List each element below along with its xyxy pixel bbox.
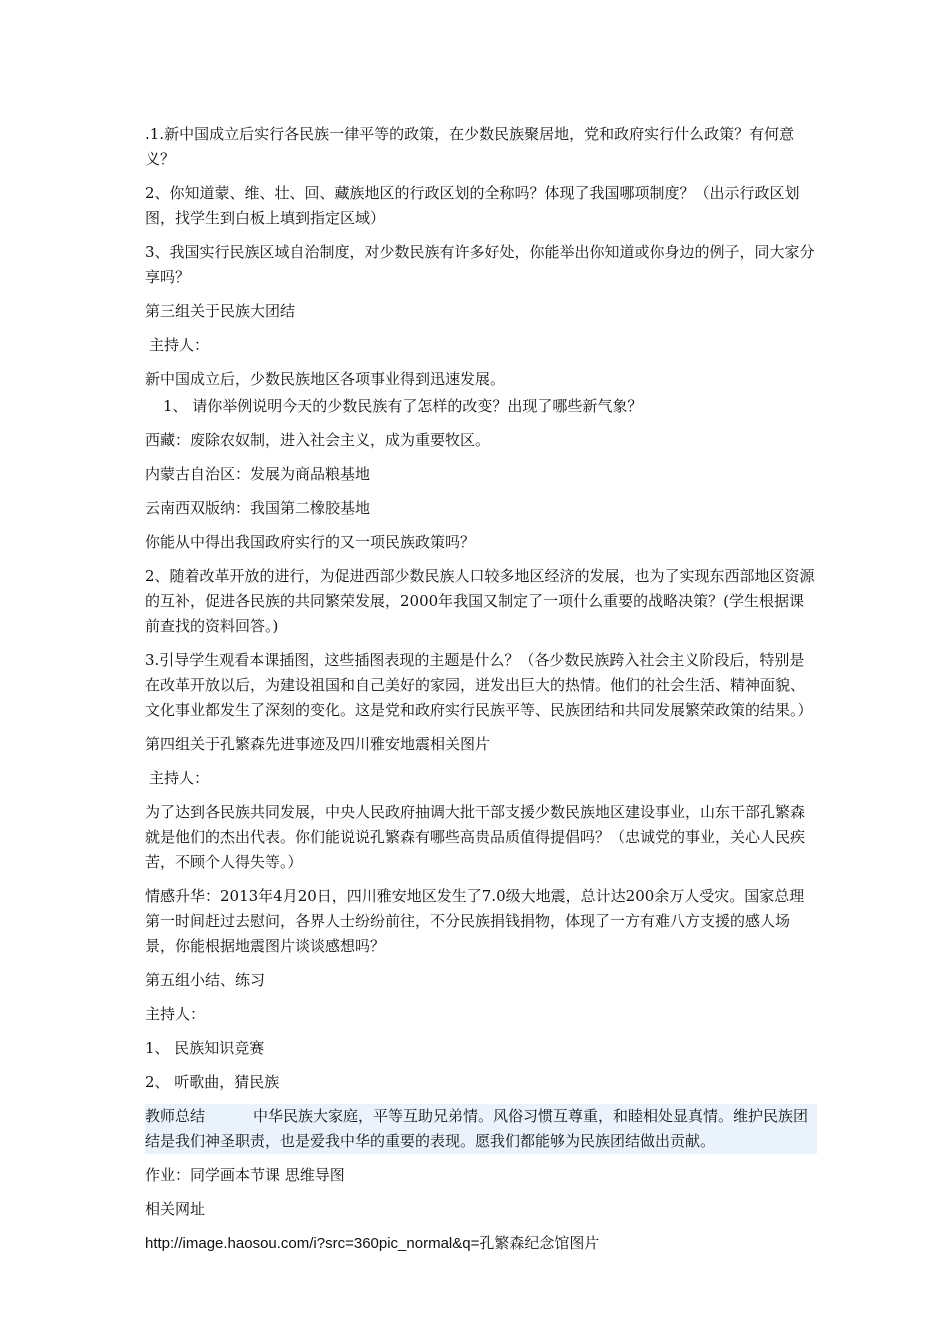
group4-emotion: 情感升华：2013年4月20日，四川雅安地区发生了7.0级大地震，总计达200余万人受灾。国家总理第一时间赶过去慰问，各界人士纷纷前往，不分民族捐钱捐物，体现了一方有难八方支援的感人场景，你能根据地震图片谈谈感想吗？ [145,887,805,955]
group3-xizang: 西藏：废除农奴制，进入社会主义，成为重要牧区。 [145,431,491,449]
summary-label: 教师总结 [145,1107,206,1125]
group5-host: 主持人： [145,1005,206,1023]
group5-item-1: 1、 民族知识竞赛 [145,1039,265,1057]
group4-host: 主持人： [149,769,210,787]
document-page [145,122,817,1265]
question-1: .1.新中国成立后实行各民族一律平等的政策，在少数民族聚居地，党和政府实行什么政策？有何意义？ [145,125,795,168]
group4-text: 为了达到各民族共同发展，中央人民政府抽调大批干部支援少数民族地区建设事业，山东干部孔繁森就是他们的杰出代表。你们能说说孔繁森有哪些高贵品质值得提倡吗？（忠诚党的事业，关心人民疾苦，不顾个人得失等。） [145,803,806,871]
group3-intro: 新中国成立后，少数民族地区各项事业得到迅速发展。 [145,370,506,388]
group3-neimenggu: 内蒙古自治区：发展为商品粮基地 [145,465,371,483]
group5-title: 第五组小结、练习 [145,971,266,989]
related-url: http://image.haosou.com/i?src=360pic_normal&q=孔繁森纪念馆图片 [145,1235,600,1252]
group5-item-2: 2、 听歌曲，猜民族 [145,1073,280,1091]
group3-host: 主持人： [149,336,210,354]
homework: 作业：同学画本节课 思维导图 [145,1166,345,1184]
group3-question-1: 1、 请你举例说明今天的少数民族有了怎样的改变？出现了哪些新气象？ [163,397,643,415]
group3-title: 第三组关于民族大团结 [145,302,296,320]
summary-text: 中华民族大家庭，平等互助兄弟情。风俗习惯互尊重，和睦相处显真情。维护民族团结是我们神圣职责，也是爱我中华的重要的表现。愿我们都能够为民族团结做出贡献。 [145,1107,809,1150]
question-3: 3、我国实行民族区域自治制度，对少数民族有许多好处，你能举出你知道或你身边的例子，同大家分享吗？ [145,243,815,286]
group3-policy-question: 你能从中得出我国政府实行的又一项民族政策吗？ [145,533,476,551]
group3-yunnan: 云南西双版纳：我国第二橡胶基地 [145,499,371,517]
teacher-summary [145,1104,817,1154]
group3-question-3: 3.引导学生观看本课插图，这些插图表现的主题是什么？（各少数民族跨入社会主义阶段后，特别是在改革开放以后，为建设祖国和自己美好的家园，迸发出巨大的热情。他们的社会生活、精神面貌、文化事业都发生了深刻的变化。这是党和政府实行民族平等、民族团结和共同发展繁荣政策的结果。） [145,651,813,719]
group3-question-2: 2、随着改革开放的进行，为促进西部少数民族人口较多地区经济的发展，也为了实现东西部地区资源的互补，促进各民族的共同繁荣发展，2000年我国又制定了一项什么重要的战略决策？(学生根据课前查找的资料回答。) [145,567,815,635]
group4-title: 第四组关于孔繁森先进事迹及四川雅安地震相关图片 [145,735,491,753]
links-label: 相关网址 [145,1200,206,1218]
question-2: 2、你知道蒙、维、壮、回、藏族地区的行政区划的全称吗？体现了我国哪项制度？（出示行政区划图，找学生到白板上填到指定区域） [145,184,800,227]
